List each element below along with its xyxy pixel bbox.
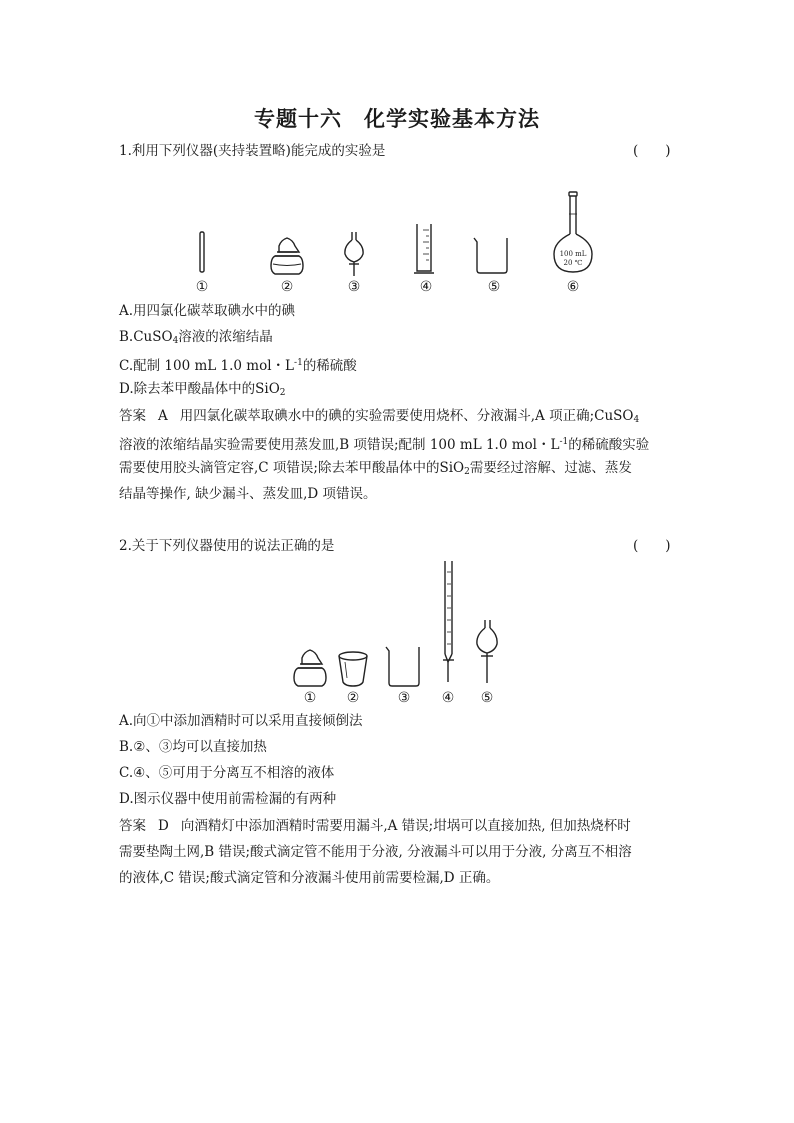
answer-label: 答案 [119,408,146,424]
q2-answer-line-1: 答案 D 向酒精灯中添加酒精时需要用漏斗,A 错误;坩埚可以直接加热, 但加热烧杯时 [119,818,631,834]
q1-label-4: ④ [419,279,433,295]
q2-answer-paren: ( ) [633,538,671,554]
answer-key: A [158,408,168,424]
q2-label-4: ④ [441,690,455,706]
q1-label-1: ① [195,279,209,295]
q1-stem: 1.利用下列仪器(夹持装置略)能完成的实验是 [119,143,386,159]
q2-answer-line-3: 的液体,C 错误;酸式滴定管和分液漏斗使用前需要检漏,D 正确。 [119,870,500,886]
beaker-icon [386,647,419,686]
q2-label-1: ① [303,690,317,706]
glass-rod-icon [200,232,204,272]
beaker-icon [474,238,507,273]
q1-option-b: B.CuSO$_4$溶液的浓缩结晶 [119,329,273,346]
q2-option-c: C.④、⑤可用于分离互不相溶的液体 [119,765,335,781]
q1-answer-line-1: 答案 A 用四氯化碳萃取碘水中的碘的实验需要使用烧杯、分液漏斗,A 项正确;CuSO$_4$ [119,408,640,425]
q2-option-d: D.图示仪器中使用前需检漏的有两种 [119,791,337,807]
separatory-funnel-icon [345,232,363,276]
separatory-funnel-icon [477,620,497,683]
q2-stem: 2.关于下列仪器使用的说法正确的是 [119,538,335,554]
q2-option-b: B.②、③均可以直接加热 [119,739,267,755]
flask-label-temp: 20 ℃ [563,259,583,267]
graduated-cylinder-icon [414,224,434,273]
q1-answer-paren: ( ) [633,143,671,159]
q2-apparatus-figure [285,558,515,708]
q1-option-a: A.用四氯化碳萃取碘水中的碘 [119,303,296,319]
alcohol-lamp-icon [271,238,303,274]
alcohol-lamp-icon [294,650,326,686]
q2-label-2: ② [346,690,360,706]
page-title: 专题十六 化学实验基本方法 [254,107,540,131]
q1-apparatus-figure [185,188,605,298]
q1-label-3: ③ [347,279,361,295]
q1-label-2: ② [280,279,294,295]
answer-label: 答案 [119,818,146,834]
q1-answer-line-3: 需要使用胶头滴管定容,C 项错误;除去苯甲酸晶体中的SiO$_2$需要经过溶解、过滤、蒸发 [119,460,632,477]
q1-option-c: C.配制 100 mL 1.0 mol・$L^{-1}$的稀硫酸 [119,358,357,374]
q2-label-3: ③ [397,690,411,706]
q1-answer-line-2: 溶液的浓缩结晶实验需要使用蒸发皿,B 项错误;配制 100 mL 1.0 mol・$L^{-1}$的稀硫酸实验 [119,437,650,453]
flask-label-volume: 100 mL [559,250,587,258]
q1-label-5: ⑤ [487,279,501,295]
q1-option-d: D.除去苯甲酸晶体中的SiO$_2$ [119,381,286,398]
q1-label-6: ⑥ [566,279,580,295]
q2-option-a: A.向①中添加酒精时可以采用直接倾倒法 [119,713,363,729]
q2-label-5: ⑤ [480,690,494,706]
crucible-icon [339,652,367,686]
burette-icon [443,561,454,682]
q2-answer-line-2: 需要垫陶土网,B 错误;酸式滴定管不能用于分液, 分液漏斗可以用于分液, 分离互不相溶 [119,844,632,860]
answer-key: D [158,818,169,834]
q1-answer-line-4: 结晶等操作, 缺少漏斗、蒸发皿,D 项错误。 [119,486,377,502]
